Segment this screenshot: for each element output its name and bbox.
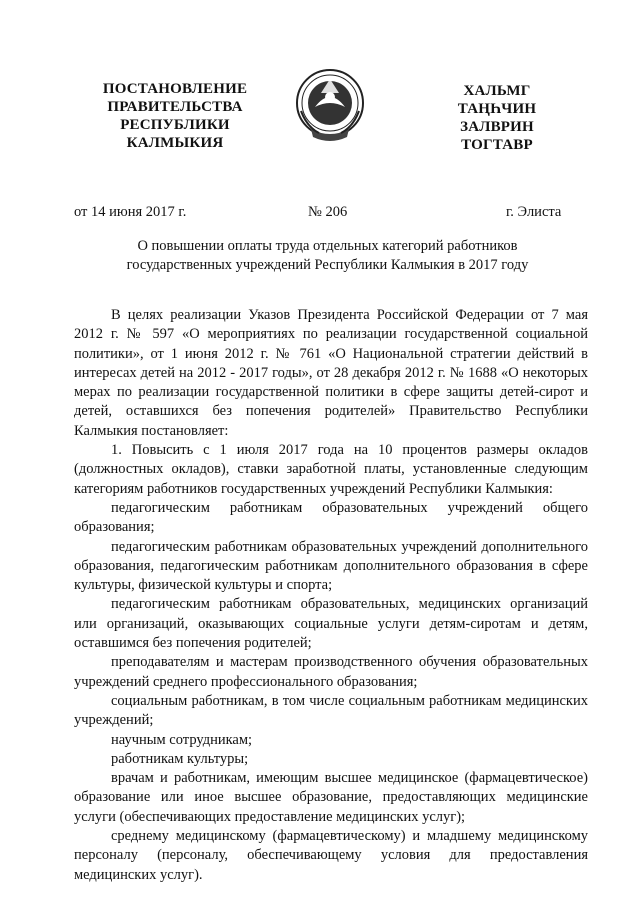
document-title bbox=[70, 237, 585, 275]
header-left-line: ПОСТАНОВЛЕНИЕ bbox=[102, 81, 248, 97]
header-left-line: КАЛМЫКИЯ bbox=[126, 135, 224, 151]
document-date: от 14 июня 2017 г. bbox=[74, 204, 187, 220]
header-left-block bbox=[80, 80, 270, 152]
paragraph-category: работникам культуры; bbox=[111, 750, 249, 767]
paragraph-category: врачам и работникам, имеющим высшее медицинское (фармацевтическое) образование или иное высшее образование, предоставляющих медицинские услуги (обеспечивающих предоставление медицинских услуг); bbox=[74, 770, 588, 825]
document-body bbox=[74, 306, 588, 885]
paragraph-category: педагогическим работникам образовательных, медицинских организаций или организаций, оказывающих социальные услуги детям-сиротам и детям, оставшимся без попечения родителей; bbox=[74, 596, 588, 652]
title-line: государственных учреждений Республики Калмыкия в 2017 году bbox=[126, 257, 529, 273]
paragraph-category: среднему медицинскому (фармацевтическому) и младшему медицинскому персоналу (персоналу, обеспечивающему условия для предоставления медицинских услуг). bbox=[74, 828, 588, 883]
paragraph-category: преподавателям и мастерам производственного обучения образовательных учреждений среднего профессионального образования; bbox=[74, 654, 588, 690]
paragraph-preamble: В целях реализации Указов Президента Российской Федерации от 7 мая 2012 г. № 597 «О мероприятиях по реализации государственной социальной политики», от 1 июня 2012 г. № 761 «О Национальной стратегии действий в интересах детей на 2012 - 2017 годы», от 28 декабря 2012 г. № 1688 «О некоторых мерах по реализации государственной политики в сфере защиты детей-сирот и детей, оставшихся без попечения родителей» Правительство Республики Калмыкия постановляет: bbox=[74, 307, 588, 439]
paragraph-category: педагогическим работникам образовательных учреждений общего образования; bbox=[74, 499, 588, 536]
paragraph-item-1: 1. Повысить с 1 июля 2017 года на 10 процентов размеры окладов (должностных окладов), ставки заработной платы, установленные следующим категориям работников государственных учреждений Республики Калмыкия: bbox=[74, 442, 588, 497]
header-right-line: ЗАЛВРИН bbox=[460, 119, 534, 135]
header-right-line: ХАЛЬМГ bbox=[463, 83, 531, 99]
header-right-line: ТАҢҺЧИН bbox=[457, 101, 537, 117]
header-right-line: ТОГТАВР bbox=[461, 137, 533, 153]
paragraph-category: научным сотрудникам; bbox=[111, 731, 253, 748]
header-right-block bbox=[432, 82, 562, 154]
title-line: О повышении оплаты труда отдельных категорий работников bbox=[137, 238, 518, 254]
paragraph-category: социальным работникам, в том числе социальным работникам медицинских учреждений; bbox=[74, 692, 588, 729]
paragraph-category: педагогическим работникам образовательных учреждений дополнительного образования, педагогическим работникам дополнительного образования в сфере культуры, физической культуры и спорта; bbox=[74, 538, 588, 594]
document-number: № 206 bbox=[308, 204, 348, 220]
coat-of-arms-emblem bbox=[293, 67, 367, 147]
header-left-line: ПРАВИТЕЛЬСТВА bbox=[107, 99, 243, 115]
header-left-line: РЕСПУБЛИКИ bbox=[120, 117, 230, 133]
document-city: г. Элиста bbox=[506, 204, 562, 220]
